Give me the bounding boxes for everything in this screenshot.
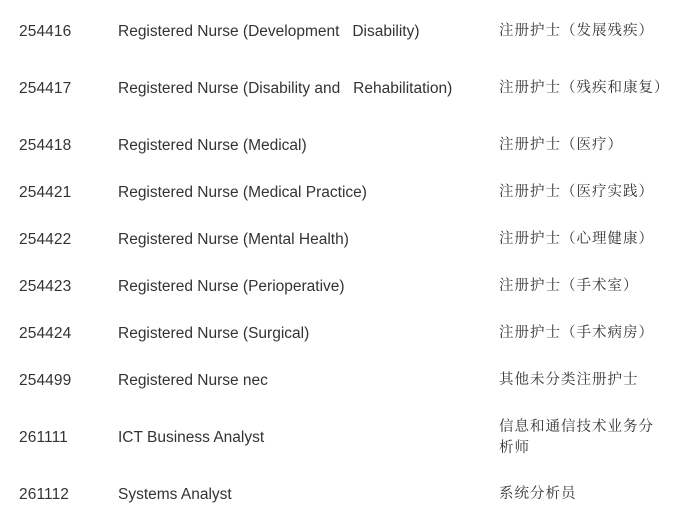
occupation-name: Registered Nurse (Perioperative) xyxy=(118,277,345,295)
occupation-chinese-name: 注册护士（医疗实践） xyxy=(499,184,654,200)
occupation-code: 254422 xyxy=(19,230,72,248)
occupation-code: 261111 xyxy=(19,428,68,446)
table-row xyxy=(0,55,689,122)
occupation-chinese-name: 注册护士（发展残疾） xyxy=(499,23,654,39)
occupation-code: 254424 xyxy=(19,324,72,342)
occupation-code: 254423 xyxy=(19,277,72,295)
occupation-code: 254421 xyxy=(19,183,72,201)
occupation-name: Systems Analyst xyxy=(118,485,232,503)
occupation-name: Registered Nurse (Surgical) xyxy=(118,324,310,342)
occupation-table xyxy=(0,8,689,518)
occupation-code: 254416 xyxy=(19,22,72,40)
occupation-name: Registered Nurse (Medical) xyxy=(118,136,307,154)
occupation-chinese-name: 注册护士（心理健康） xyxy=(499,231,654,247)
occupation-chinese-name: 注册护士（残疾和康复） xyxy=(499,80,670,96)
table-row xyxy=(0,122,689,169)
occupation-name: ICT Business Analyst xyxy=(118,428,265,446)
table-row xyxy=(0,310,689,357)
occupation-name: Registered Nurse (Development Disability) xyxy=(118,22,420,40)
occupation-code: 254417 xyxy=(19,79,72,97)
occupation-chinese-name: 信息和通信技术业务分析师 xyxy=(499,418,654,456)
occupation-chinese-name: 其他未分类注册护士 xyxy=(499,372,639,388)
occupation-code: 261112 xyxy=(19,485,70,503)
table-row xyxy=(0,169,689,216)
table-row xyxy=(0,8,689,55)
occupation-chinese-name: 系统分析员 xyxy=(499,486,577,502)
table-row xyxy=(0,404,689,471)
occupation-name: Registered Nurse (Medical Practice) xyxy=(118,183,367,201)
occupation-code: 254499 xyxy=(19,371,72,389)
occupation-chinese-name: 注册护士（手术室） xyxy=(499,278,639,294)
table-row xyxy=(0,263,689,310)
occupation-chinese-name: 注册护士（医疗） xyxy=(499,137,623,153)
occupation-name: Registered Nurse (Mental Health) xyxy=(118,230,349,248)
occupation-code: 254418 xyxy=(19,136,72,154)
occupation-name: Registered Nurse (Disability and Rehabilitation) xyxy=(118,79,453,97)
occupation-chinese-name: 注册护士（手术病房） xyxy=(499,325,654,341)
table-row xyxy=(0,357,689,404)
table-row xyxy=(0,471,689,518)
occupation-name: Registered Nurse nec xyxy=(118,371,268,389)
table-row xyxy=(0,216,689,263)
